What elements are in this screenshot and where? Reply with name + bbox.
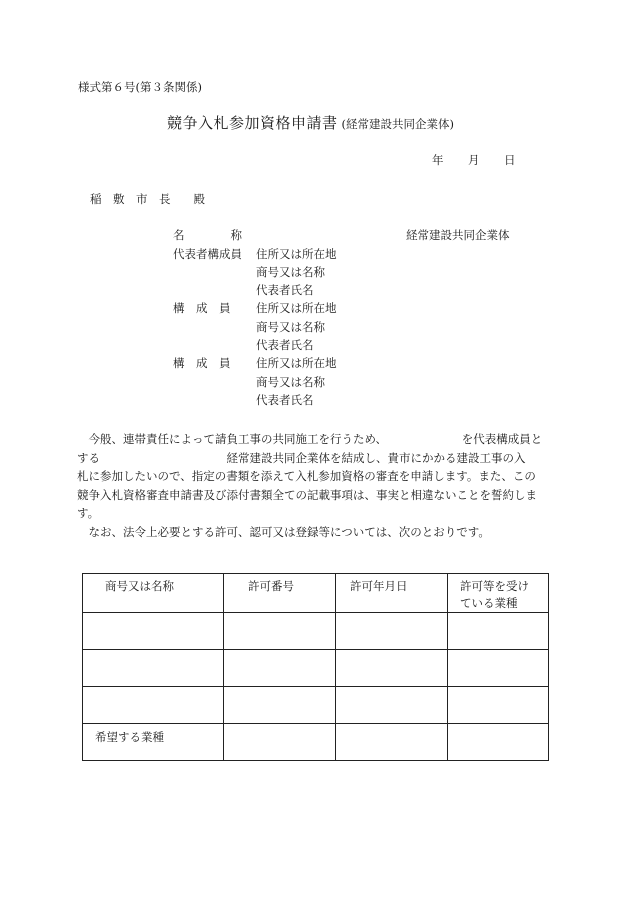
table-row	[83, 650, 549, 687]
body-line: す。	[77, 506, 100, 521]
table-cell[interactable]	[448, 650, 549, 687]
table-cell[interactable]	[336, 687, 448, 724]
header-licensed-industry-line1: 許可等を受け	[460, 579, 529, 593]
table-row	[83, 687, 549, 724]
table-cell[interactable]	[83, 687, 224, 724]
header-license-date-text: 許可年月日	[350, 579, 408, 593]
header-license-date	[336, 574, 448, 613]
name-label: 名 称	[173, 228, 242, 242]
group-3-company: 商号又は名称	[256, 375, 325, 389]
document-title	[167, 114, 454, 133]
table-cell[interactable]	[448, 687, 549, 724]
table-cell[interactable]	[83, 650, 224, 687]
group-2-role: 構 成 員	[173, 301, 231, 315]
title-sub: (経常建設共同企業体)	[341, 117, 454, 131]
table-row	[83, 613, 549, 650]
body-line: 札に参加したいので、指定の書類を添えて入札参加資格の審査を申請します。また、この	[77, 469, 536, 484]
group-3-representative: 代表者氏名	[256, 393, 314, 407]
group-3-role: 構 成 員	[173, 356, 231, 370]
desired-industry-row	[83, 724, 549, 761]
table-cell[interactable]	[224, 650, 336, 687]
license-table	[82, 573, 549, 761]
table-cell[interactable]	[448, 724, 549, 761]
header-licensed-industry	[448, 574, 549, 613]
body-line: なお、法令上必要とする許可、認可又は登録等については、次のとおりです。	[77, 524, 490, 539]
table-cell[interactable]	[336, 650, 448, 687]
body-line: 競争入札資格審査申請書及び添付書類全ての記載事項は、事実と相違ないことを誓約しま	[77, 487, 537, 502]
header-company-name-text: 商号又は名称	[105, 579, 174, 593]
addressee: 稲 敷 市 長 殿	[90, 192, 205, 206]
date-day: 日	[504, 153, 516, 167]
title-main: 競争入札参加資格申請書	[167, 114, 338, 132]
header-license-number-text: 許可番号	[248, 579, 294, 593]
table-cell[interactable]	[224, 613, 336, 650]
desired-industry-label	[83, 724, 224, 761]
group-3-address: 住所又は所在地	[256, 356, 337, 370]
group-1-address: 住所又は所在地	[256, 247, 337, 261]
table-cell[interactable]	[83, 613, 224, 650]
form-number: 様式第６号(第３条関係)	[78, 80, 202, 94]
group-2-representative: 代表者氏名	[256, 338, 314, 352]
declaration-paragraph	[77, 430, 555, 542]
group-2-address: 住所又は所在地	[256, 301, 337, 315]
group-1-representative: 代表者氏名	[256, 283, 314, 297]
group-2-company: 商号又は名称	[256, 320, 325, 334]
body-line: 今般、連帯責任によって請負工事の共同施工を行うため、 を代表構成員と	[77, 432, 543, 446]
table-cell[interactable]	[224, 724, 336, 761]
desired-industry-label-text: 希望する業種	[95, 730, 164, 744]
date-year: 年	[432, 153, 444, 167]
table-cell[interactable]	[336, 613, 448, 650]
date-month: 月	[468, 153, 480, 167]
group-1-role: 代表者構成員	[173, 247, 242, 261]
body-line: する 経常建設共同企業体を結成し、貴市にかかる建設工事の入	[77, 450, 526, 465]
header-license-number	[224, 574, 336, 613]
table-cell[interactable]	[336, 724, 448, 761]
name-value: 経常建設共同企業体	[406, 228, 510, 242]
table-cell[interactable]	[224, 687, 336, 724]
header-licensed-industry-line2: ている業種	[460, 596, 518, 610]
group-1-company: 商号又は名称	[256, 265, 325, 279]
table-cell[interactable]	[448, 613, 549, 650]
table-header-row	[83, 574, 549, 613]
header-company-name	[83, 574, 224, 613]
